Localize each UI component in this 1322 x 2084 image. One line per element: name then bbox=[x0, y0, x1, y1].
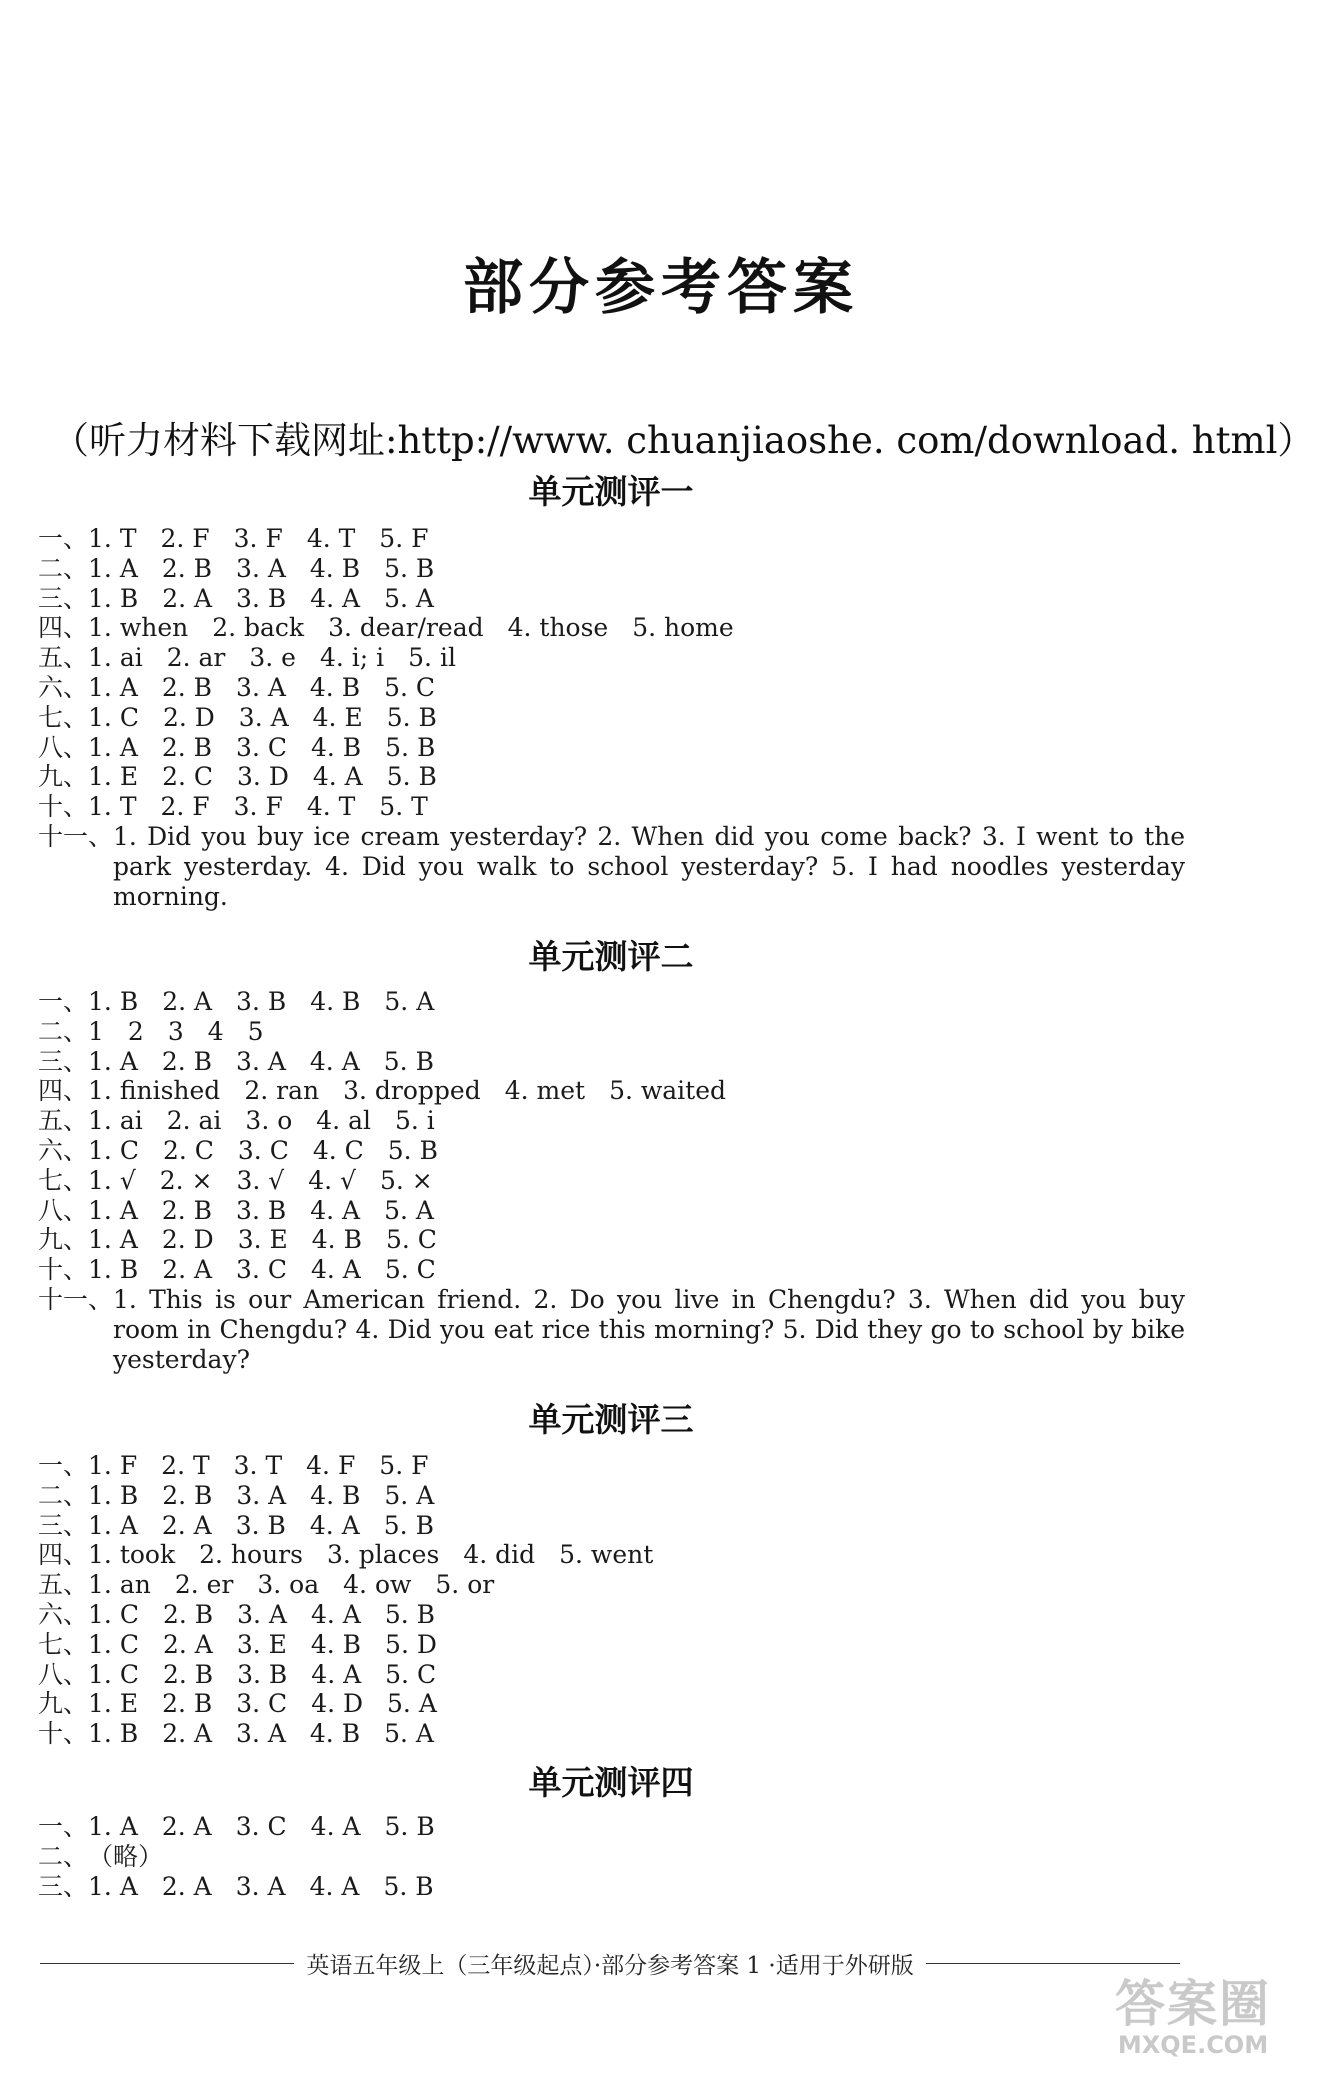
answer-item: 3. oa bbox=[257, 1570, 320, 1600]
section-label: 一、 bbox=[38, 1451, 89, 1480]
answer-item: 2. A bbox=[162, 987, 213, 1016]
answer-row bbox=[38, 1166, 1188, 1196]
answer-item: 3 bbox=[167, 1016, 184, 1046]
section-label: 九、 bbox=[38, 1689, 89, 1719]
answer-item: 5. B bbox=[384, 553, 435, 583]
answer-item: 5. B bbox=[383, 1871, 434, 1901]
answer-item: 2. F bbox=[160, 792, 210, 822]
answer-item: 2. D bbox=[162, 702, 215, 732]
answer-item: 5. B bbox=[384, 1599, 436, 1629]
answer-item: 5. F bbox=[379, 1451, 429, 1480]
section-label: 八、 bbox=[38, 1659, 89, 1689]
answer-row bbox=[38, 1196, 1188, 1226]
section-label: 五、 bbox=[38, 643, 89, 673]
answer-item: 5. F bbox=[379, 524, 429, 553]
answer-item: 5. A bbox=[384, 1719, 434, 1749]
answer-item: 1. A bbox=[88, 1225, 138, 1255]
section-label: 六、 bbox=[38, 672, 89, 702]
section-label: 三、 bbox=[38, 1510, 89, 1540]
answer-row bbox=[38, 1719, 1188, 1749]
answer-item: 3. A bbox=[236, 1480, 287, 1510]
answer-item: 2. hours bbox=[199, 1540, 303, 1570]
answer-item: 5. home bbox=[632, 613, 734, 643]
answer-row bbox=[38, 1812, 1188, 1842]
section-label: 四、 bbox=[38, 613, 89, 643]
answer-item: 2. B bbox=[161, 553, 213, 583]
answer-item: 4. B bbox=[309, 672, 361, 702]
answer-row bbox=[38, 1872, 1188, 1902]
answer-row bbox=[38, 1136, 1188, 1166]
answer-item: 5. × bbox=[379, 1165, 433, 1195]
answer-item: 4. C bbox=[312, 1135, 364, 1165]
answer-item: 2. ar bbox=[166, 643, 226, 673]
answer-row bbox=[38, 524, 1188, 554]
unit-2-answers bbox=[38, 987, 1188, 1374]
answer-item: 3. B bbox=[236, 987, 287, 1016]
answer-item: 3. B bbox=[235, 1510, 286, 1540]
answer-item: 3. C bbox=[237, 1135, 289, 1165]
answer-item: 3. E bbox=[236, 1629, 287, 1659]
section-label: 十一、 bbox=[38, 821, 114, 851]
watermark bbox=[1068, 1976, 1318, 2058]
answer-row bbox=[38, 1511, 1188, 1541]
unit-4-answers bbox=[38, 1812, 1188, 1901]
answer-item: 2. ran bbox=[244, 1076, 320, 1106]
answer-item: 1. C bbox=[88, 1659, 139, 1689]
answer-item: 2. A bbox=[162, 1719, 213, 1749]
answer-item: 1. C bbox=[88, 1629, 139, 1659]
answer-item: 1. C bbox=[88, 1599, 139, 1629]
answer-item: 2. B bbox=[162, 1599, 214, 1629]
answer-item: 2. C bbox=[162, 762, 214, 792]
answer-item: 3. B bbox=[236, 583, 287, 613]
answer-item: 5. B bbox=[384, 1812, 435, 1841]
answer-item: 5. C bbox=[385, 1225, 437, 1255]
section-label: 六、 bbox=[38, 1135, 89, 1165]
answer-item: 1. A bbox=[88, 732, 138, 762]
answer-item: 3. o bbox=[245, 1106, 293, 1136]
answer-item: 4. those bbox=[507, 613, 609, 643]
answer-item: 3. C bbox=[236, 732, 287, 762]
section-label: 四、 bbox=[38, 1540, 89, 1570]
answer-item: 3. A bbox=[236, 672, 286, 702]
section-label: 二、 bbox=[38, 1480, 89, 1510]
section-label: 四、 bbox=[38, 1076, 89, 1106]
listening-download-note: （听力材料下载网址:http://www. chuanjiaoshe. com/download. html） bbox=[52, 419, 1315, 462]
answer-item: 3. C bbox=[236, 1255, 287, 1285]
answer-item: 5. A bbox=[384, 583, 434, 613]
answer-item: 4 bbox=[207, 1016, 224, 1046]
section-label: 三、 bbox=[38, 1046, 89, 1076]
answer-item: 2. ai bbox=[166, 1106, 222, 1136]
answer-item: 4. i; i bbox=[319, 643, 385, 673]
answer-item: 4. A bbox=[310, 1599, 361, 1629]
answer-item: 5. B bbox=[386, 762, 437, 792]
answer-item: 5. C bbox=[384, 1255, 436, 1285]
answer-item: 3. D bbox=[237, 762, 289, 792]
answer-item: 1. when bbox=[88, 613, 189, 643]
answer-item: 2. B bbox=[162, 1689, 213, 1719]
answer-item: 2. B bbox=[161, 1195, 213, 1225]
answer-row bbox=[38, 1842, 1188, 1872]
answer-item: 1. A bbox=[88, 672, 138, 702]
answer-item: 4. D bbox=[311, 1689, 364, 1719]
answer-row bbox=[38, 1540, 1188, 1570]
answer-row bbox=[38, 1076, 1188, 1106]
answer-text: 1. Did you buy ice cream yesterday? 2. When did you come back? 3. I went to the park yesterday. 4. Did you walk to school yesterday? 5. I had noodles yesterday morning. bbox=[113, 821, 1186, 911]
section-label: 五、 bbox=[38, 1570, 89, 1600]
answer-item: 4. √ bbox=[308, 1165, 356, 1195]
answer-item: 3. √ bbox=[236, 1165, 285, 1195]
answer-item: 5 bbox=[247, 1016, 264, 1046]
answer-item: 2. back bbox=[212, 613, 305, 643]
section-label: 七、 bbox=[38, 1165, 89, 1195]
answer-row bbox=[38, 584, 1188, 614]
section-label: 二、 bbox=[38, 1016, 89, 1046]
answer-item: 4. T bbox=[306, 792, 356, 822]
answer-item: 4. A bbox=[311, 1659, 362, 1689]
answer-item: 1. E bbox=[88, 762, 139, 792]
answer-item: 5. went bbox=[559, 1540, 654, 1570]
answer-row bbox=[38, 1017, 1188, 1047]
answer-item: 2. er bbox=[174, 1570, 234, 1600]
answer-item: 5. B bbox=[385, 732, 436, 762]
answer-item: 5. B bbox=[386, 702, 437, 732]
answer-item: 5. i bbox=[394, 1106, 435, 1136]
unit-4-title: 单元测评四 bbox=[528, 1763, 694, 1802]
answer-item: 3. C bbox=[235, 1812, 287, 1841]
section-label: 十、 bbox=[38, 1719, 89, 1749]
answer-item: 1 bbox=[88, 1016, 104, 1046]
answer-item: 1. B bbox=[88, 583, 139, 613]
section-label: 十、 bbox=[38, 792, 89, 822]
answer-item: 3. A bbox=[236, 1719, 286, 1749]
answer-row bbox=[38, 703, 1188, 733]
section-label: 八、 bbox=[38, 1195, 89, 1225]
answer-item: 1. E bbox=[88, 1689, 139, 1719]
unit-3-answers bbox=[38, 1451, 1188, 1749]
answer-item: 5. waited bbox=[609, 1076, 727, 1106]
watermark-logo: 答案圈 bbox=[1115, 1975, 1271, 2033]
answer-item: 4. B bbox=[310, 732, 362, 762]
section-label: 九、 bbox=[38, 762, 89, 792]
unit-1-title: 单元测评一 bbox=[528, 472, 694, 511]
answer-item: 3. A bbox=[238, 702, 289, 732]
answer-item: 4. T bbox=[306, 524, 356, 553]
unit-2-title: 单元测评二 bbox=[528, 937, 694, 976]
answer-item: 2. A bbox=[161, 1871, 212, 1901]
footer-text: 英语五年级上（三年级起点）·部分参考答案 1 ·适用于外研版 bbox=[306, 1953, 914, 1979]
answer-item: 1. T bbox=[88, 524, 137, 553]
answer-item: 4. B bbox=[309, 1719, 361, 1749]
answer-item: 2. × bbox=[159, 1165, 213, 1195]
answer-item: 4. B bbox=[310, 987, 361, 1016]
section-label: 三、 bbox=[38, 1871, 89, 1901]
answer-item: 3. A bbox=[235, 1871, 286, 1901]
answer-item: 3. T bbox=[233, 1451, 283, 1480]
answer-item: 5. il bbox=[408, 643, 456, 673]
answer-item: 5. A bbox=[384, 987, 435, 1016]
answer-item: 1. C bbox=[88, 1135, 139, 1165]
answer-item: 4. A bbox=[310, 1812, 361, 1841]
answer-item: 1. √ bbox=[88, 1165, 136, 1195]
answer-row bbox=[38, 1255, 1188, 1285]
answer-item: 1. B bbox=[88, 1480, 139, 1510]
answer-row bbox=[38, 1106, 1188, 1136]
answer-item: 4. B bbox=[311, 1225, 362, 1255]
watermark-site: MXQE.COM bbox=[1117, 2031, 1269, 2059]
answer-item: 1. B bbox=[88, 1719, 139, 1749]
section-label: 十、 bbox=[38, 1255, 89, 1285]
answer-item: 2. A bbox=[162, 1629, 213, 1659]
answer-item: 3. dear/read bbox=[328, 613, 484, 643]
answer-item: 2. A bbox=[162, 583, 213, 613]
answer-item: 3. E bbox=[237, 1225, 288, 1255]
section-label: 二、 bbox=[38, 1841, 89, 1871]
answer-item: 2. B bbox=[162, 1659, 214, 1689]
answer-item: 2. C bbox=[162, 1135, 214, 1165]
answer-item: 1. A bbox=[88, 1812, 138, 1841]
answer-item: 3. F bbox=[233, 524, 283, 553]
section-label: 五、 bbox=[38, 1106, 89, 1136]
answer-row bbox=[38, 613, 1188, 643]
answer-item: 2. D bbox=[161, 1225, 214, 1255]
answer-item: 5. B bbox=[383, 1510, 434, 1540]
answer-item: 3. dropped bbox=[343, 1076, 481, 1106]
answer-item: 4. B bbox=[309, 553, 361, 583]
answer-row bbox=[38, 1630, 1188, 1660]
answer-item: 1. C bbox=[88, 702, 139, 732]
answer-item: 5. B bbox=[387, 1135, 438, 1165]
answer-item: 2. T bbox=[161, 1451, 210, 1480]
answer-item: 5. or bbox=[435, 1570, 495, 1600]
unit-3-title: 单元测评三 bbox=[528, 1400, 694, 1439]
footer-rule-left bbox=[40, 1963, 294, 1964]
answer-item: 1. B bbox=[88, 987, 139, 1016]
answer-item: 5. A bbox=[384, 1480, 435, 1510]
answer-item: 3. F bbox=[233, 792, 283, 822]
answer-item: 4. A bbox=[312, 762, 363, 792]
answer-item: 4. A bbox=[309, 1046, 360, 1076]
answer-item: 1. A bbox=[88, 1195, 138, 1225]
answer-item: 4. B bbox=[310, 1480, 361, 1510]
answer-item: 1. finished bbox=[88, 1076, 221, 1106]
answer-row bbox=[38, 762, 1188, 792]
answer-item: 4. A bbox=[310, 583, 361, 613]
answer-item: 1. A bbox=[88, 1871, 138, 1901]
answer-item: 4. al bbox=[316, 1106, 371, 1136]
answer-row bbox=[38, 822, 1188, 911]
answer-item: 2. A bbox=[162, 1255, 213, 1285]
answer-item: 1. A bbox=[88, 1510, 138, 1540]
answer-item: 4. did bbox=[463, 1540, 536, 1570]
answer-row bbox=[38, 1600, 1188, 1630]
section-label: 三、 bbox=[38, 583, 89, 613]
page-title: 部分参考答案 bbox=[463, 253, 859, 323]
unit-1-answers bbox=[38, 524, 1188, 911]
answer-row bbox=[38, 1285, 1188, 1374]
answer-item: 4. E bbox=[312, 702, 363, 732]
answer-item: 3. A bbox=[236, 1046, 286, 1076]
section-label: 六、 bbox=[38, 1599, 89, 1629]
answer-item: 2 bbox=[127, 1016, 144, 1046]
answer-row bbox=[38, 987, 1188, 1017]
answer-item: 3. places bbox=[326, 1540, 440, 1570]
answer-row bbox=[38, 792, 1188, 822]
answer-item: 5. B bbox=[383, 1046, 434, 1076]
answer-item: 5. C bbox=[385, 1659, 437, 1689]
section-label: 九、 bbox=[38, 1225, 89, 1255]
answer-item: 4. met bbox=[504, 1076, 586, 1106]
answer-row bbox=[38, 1047, 1188, 1077]
section-label: 七、 bbox=[38, 702, 89, 732]
answer-item: 1. B bbox=[88, 1255, 139, 1285]
answer-row bbox=[38, 1689, 1188, 1719]
answer-item: 2. B bbox=[161, 732, 213, 762]
answer-row bbox=[38, 673, 1188, 703]
answer-item: 2. B bbox=[162, 1480, 213, 1510]
answer-item: 4. F bbox=[306, 1451, 356, 1480]
section-label: 二、 bbox=[38, 553, 89, 583]
answer-item: 1. F bbox=[88, 1451, 138, 1480]
answer-item: 3. e bbox=[249, 643, 296, 673]
answer-item: 3. B bbox=[237, 1659, 288, 1689]
answer-item: 2. F bbox=[160, 524, 210, 553]
answer-row bbox=[38, 1451, 1188, 1481]
answer-item: 1. A bbox=[88, 1046, 138, 1076]
answer-item: 2. A bbox=[161, 1510, 212, 1540]
answer-item: 2. B bbox=[161, 1046, 213, 1076]
answer-row bbox=[38, 733, 1188, 763]
answer-item: 4. A bbox=[310, 1195, 361, 1225]
answer-item: 1. took bbox=[88, 1540, 176, 1570]
answer-row bbox=[38, 1481, 1188, 1511]
section-label: 一、 bbox=[38, 987, 89, 1016]
answer-row bbox=[38, 1570, 1188, 1600]
answer-row bbox=[38, 554, 1188, 584]
answer-item: 5. D bbox=[385, 1629, 437, 1659]
answer-row bbox=[38, 1660, 1188, 1690]
answer-item: 4. A bbox=[310, 1255, 361, 1285]
answer-item: 1. T bbox=[88, 792, 137, 822]
answer-item: 4. A bbox=[309, 1510, 360, 1540]
answer-row bbox=[38, 643, 1188, 673]
answer-row bbox=[38, 1225, 1188, 1255]
section-label: 一、 bbox=[38, 524, 89, 553]
section-label: 十一、 bbox=[38, 1284, 114, 1314]
answer-item: 3. A bbox=[237, 1599, 287, 1629]
answer-item: 5. T bbox=[379, 792, 428, 822]
answer-item: 5. C bbox=[384, 672, 436, 702]
footer-rule-right bbox=[926, 1963, 1180, 1964]
answer-item: 4. B bbox=[310, 1629, 362, 1659]
answer-item: 1. an bbox=[88, 1570, 151, 1600]
section-label: 一、 bbox=[38, 1812, 89, 1841]
section-label: 七、 bbox=[38, 1629, 89, 1659]
answer-item: 5. A bbox=[384, 1195, 434, 1225]
answer-item: 4. A bbox=[309, 1871, 360, 1901]
answer-item: 3. B bbox=[236, 1195, 287, 1225]
answer-text: （略） bbox=[88, 1841, 164, 1871]
answer-item: 2. B bbox=[161, 672, 213, 702]
answer-item: 5. A bbox=[387, 1689, 437, 1719]
answer-item: 3. C bbox=[236, 1689, 288, 1719]
answer-item: 4. ow bbox=[343, 1570, 412, 1600]
answer-item: 1. A bbox=[88, 553, 138, 583]
page-footer bbox=[40, 1947, 1180, 1980]
answer-item: 3. A bbox=[236, 553, 286, 583]
answer-item: 2. A bbox=[161, 1812, 212, 1841]
section-label: 八、 bbox=[38, 732, 89, 762]
answer-item: 1. ai bbox=[88, 1106, 143, 1136]
answer-item: 1. ai bbox=[88, 643, 143, 673]
answer-text: 1. This is our American friend. 2. Do you live in Chengdu? 3. When did you buy room in Chengdu? 4. Did you eat rice this morning? 5. Did they go to school by bike yesterday? bbox=[113, 1284, 1186, 1374]
